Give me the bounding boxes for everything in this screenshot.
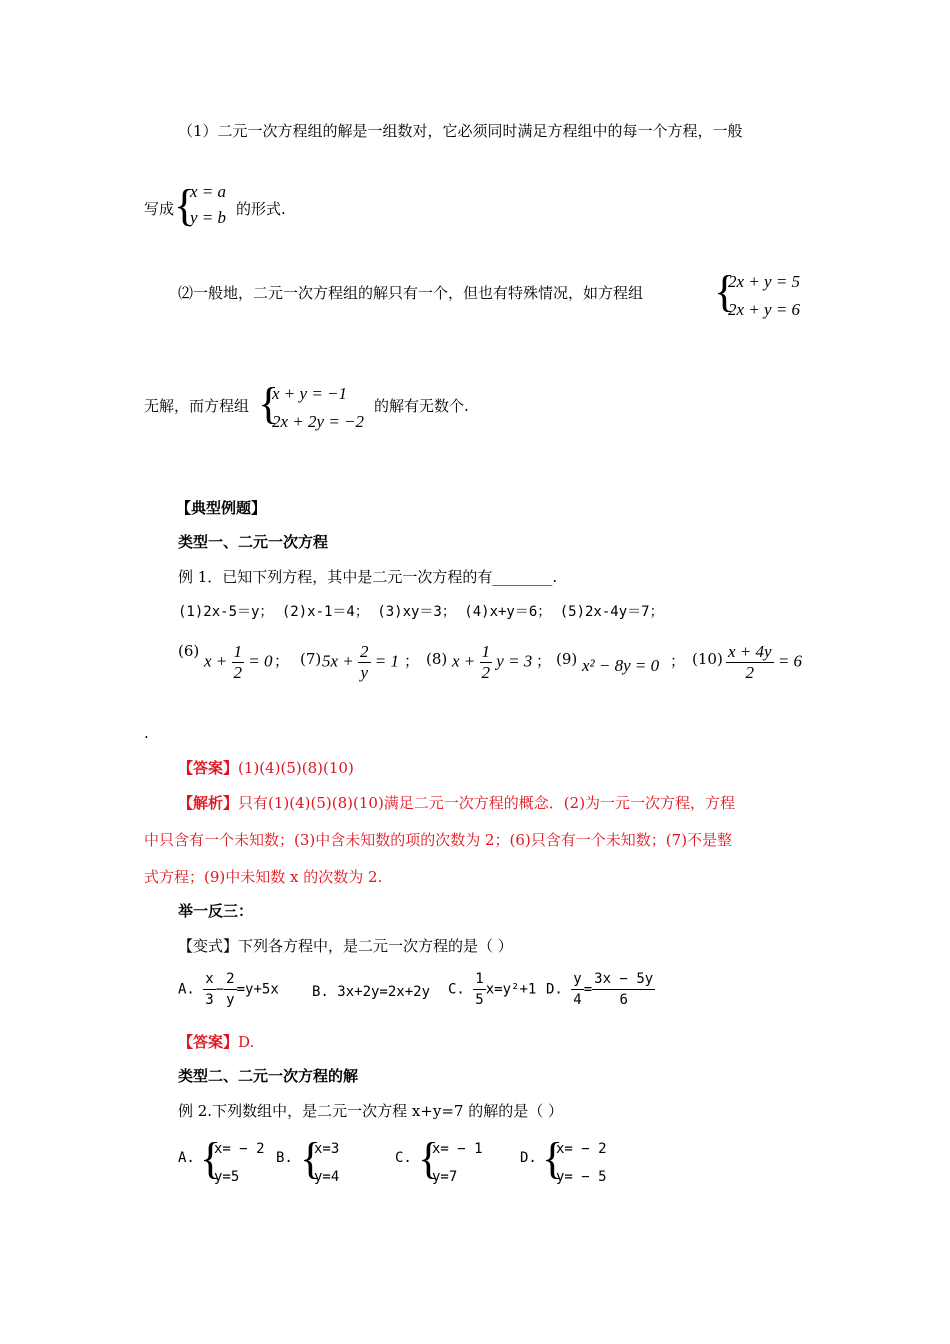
- answer-tag: 【答案】: [178, 1033, 239, 1051]
- brace-icon: {: [418, 1134, 440, 1183]
- system-row: 2x + y = 6: [728, 300, 801, 319]
- option-label-a: A.: [178, 1150, 195, 1166]
- system-row: 2x + y = 5: [728, 272, 801, 291]
- item6-label: (6): [178, 642, 200, 660]
- practice-title: 举一反三：: [178, 902, 254, 920]
- system-row: y = b: [190, 208, 227, 227]
- denominator: y: [360, 663, 369, 682]
- example1-question: 例 1．已知下列方程，其中是二元一次方程的有________.: [178, 568, 558, 586]
- fraction: [203, 969, 215, 1010]
- option-c-tail: x=y²+1: [485, 981, 537, 998]
- denominator: 2: [233, 663, 243, 682]
- denominator: 3: [205, 992, 214, 1008]
- practice-question: 【变式】下列各方程中，是二元一次方程的是（ ）: [178, 937, 513, 955]
- option-label-b: B.: [276, 1150, 293, 1166]
- option-label: D.: [546, 981, 563, 998]
- analysis-line2: 中只含有一个未知数；(3)中含未知数的项的次数为 2；(6)只含有一个未知数；(7)不是整: [144, 831, 733, 849]
- type1-title: 类型一、二元一次方程: [178, 533, 329, 551]
- numerator: y: [571, 969, 583, 990]
- answer-text: D.: [238, 1033, 255, 1051]
- denominator: 2: [745, 663, 755, 682]
- example1-items-row1: (1)2x-5＝y； (2)x-1＝4； (3)xy＝3； (4)x+y＝6； (5)2x-4y＝7；: [178, 604, 664, 620]
- fraction: [571, 969, 583, 1010]
- item9-label: (9): [556, 650, 578, 668]
- brace-icon: {: [542, 1134, 564, 1183]
- fraction: [232, 642, 245, 683]
- brace-icon: {: [714, 267, 736, 316]
- item8-rhs: y = 3: [496, 651, 533, 671]
- answer-text: (1)(4)(5)(8)(10): [238, 759, 354, 777]
- numerator: 2: [224, 969, 236, 990]
- denominator: 6: [619, 992, 628, 1008]
- numerator: x: [203, 969, 215, 990]
- fraction: [358, 642, 371, 683]
- fraction: [224, 969, 236, 1010]
- system-row: y=7: [432, 1169, 458, 1185]
- practice-option-d: [546, 969, 655, 1010]
- p2-line2-prefix: 无解，而方程组: [144, 397, 250, 415]
- item8-lhs: x +: [452, 651, 476, 671]
- item6-lhs: x +: [204, 651, 228, 671]
- section-title: 【典型例题】: [176, 499, 267, 517]
- system-row: 2x + 2y = −2: [272, 412, 365, 431]
- system-row: x= − 2: [556, 1141, 607, 1157]
- system-row: y=5: [214, 1169, 240, 1185]
- trailing-dot: .: [144, 724, 149, 742]
- fraction: [473, 969, 485, 1010]
- practice-option-a: [178, 969, 279, 1010]
- item7-equation: [322, 642, 399, 683]
- item10-rhs: = 6: [777, 651, 803, 671]
- system-row: y=4: [314, 1169, 340, 1185]
- option-label: A.: [178, 981, 195, 998]
- item6-equation: [204, 642, 273, 683]
- analysis-line3: 式方程；(9)中未知数 x 的次数为 2.: [144, 868, 383, 886]
- p1-line2-suffix: 的形式.: [236, 200, 286, 218]
- analysis-text: 只有(1)(4)(5)(8)(10)满足二元一次方程的概念．(2)为一元一次方程，方程: [238, 794, 736, 812]
- practice-answer: [178, 1031, 254, 1052]
- option-a-tail: =y+5x: [236, 981, 279, 998]
- option-label-c: C.: [395, 1150, 412, 1166]
- numerator: 1: [473, 969, 485, 990]
- numerator: 1: [481, 642, 491, 661]
- fraction: [480, 642, 493, 683]
- separator: ；: [274, 652, 290, 670]
- system-row: y= − 5: [556, 1169, 607, 1185]
- denominator: 2: [481, 663, 491, 682]
- fraction: [726, 642, 774, 683]
- system-row: x=3: [314, 1141, 340, 1157]
- brace-icon: {: [300, 1134, 322, 1183]
- answer1: [178, 757, 354, 778]
- item10-equation: [726, 642, 802, 683]
- practice-option-c: [448, 969, 536, 1010]
- denominator: 5: [475, 992, 484, 1008]
- separator: ；: [536, 652, 552, 670]
- system-row: x= − 2: [214, 1141, 265, 1157]
- separator: ；: [670, 652, 686, 670]
- numerator: 3x − 5y: [592, 969, 655, 990]
- brace-icon: {: [174, 181, 196, 230]
- p2-line1: ⑵一般地，二元一次方程组的解只有一个，但也有特殊情况，如方程组: [178, 284, 644, 302]
- fraction: [592, 969, 655, 1010]
- analysis-line1: [178, 792, 735, 813]
- numerator: 1: [233, 642, 243, 661]
- p2-line2-suffix: 的解有无数个.: [374, 397, 469, 415]
- minus-sign: −: [215, 981, 225, 998]
- brace-icon: {: [200, 1134, 222, 1183]
- numerator: x + 4y: [728, 642, 772, 661]
- p1-line1: （1）二元一次方程组的解是一组数对，它必须同时满足方程组中的每一个方程，一般: [178, 122, 743, 140]
- item8-label: (8): [426, 650, 448, 668]
- p1-line2-prefix: 写成: [144, 200, 175, 218]
- system-row: x + y = −1: [272, 384, 348, 403]
- item8-equation: [452, 642, 532, 683]
- separator: ；: [404, 652, 420, 670]
- system-row: x = a: [190, 182, 227, 201]
- example2-question: 例 2.下列数组中，是二元一次方程 x+y=7 的解的是（ ）: [178, 1102, 563, 1120]
- item7-rhs: = 1: [374, 651, 400, 671]
- equals-sign: =: [583, 981, 593, 998]
- item7-lhs: 5x +: [322, 651, 354, 671]
- item7-label: (7): [300, 650, 322, 668]
- type2-title: 类型二、二元一次方程的解: [178, 1067, 359, 1085]
- item9-equation: x² − 8y = 0: [582, 656, 660, 675]
- analysis-tag: 【解析】: [178, 794, 239, 812]
- system-row: x= − 1: [432, 1141, 483, 1157]
- item10-label: (10): [692, 650, 723, 668]
- option-label: C.: [448, 981, 465, 998]
- practice-option-b: B. 3x+2y=2x+2y: [312, 984, 431, 1000]
- denominator: 4: [573, 992, 582, 1008]
- option-label-d: D.: [520, 1150, 537, 1166]
- answer-tag: 【答案】: [178, 759, 239, 777]
- brace-icon: {: [258, 379, 280, 428]
- item6-rhs: = 0: [248, 651, 273, 671]
- denominator: y: [226, 992, 235, 1008]
- numerator: 2: [360, 642, 369, 661]
